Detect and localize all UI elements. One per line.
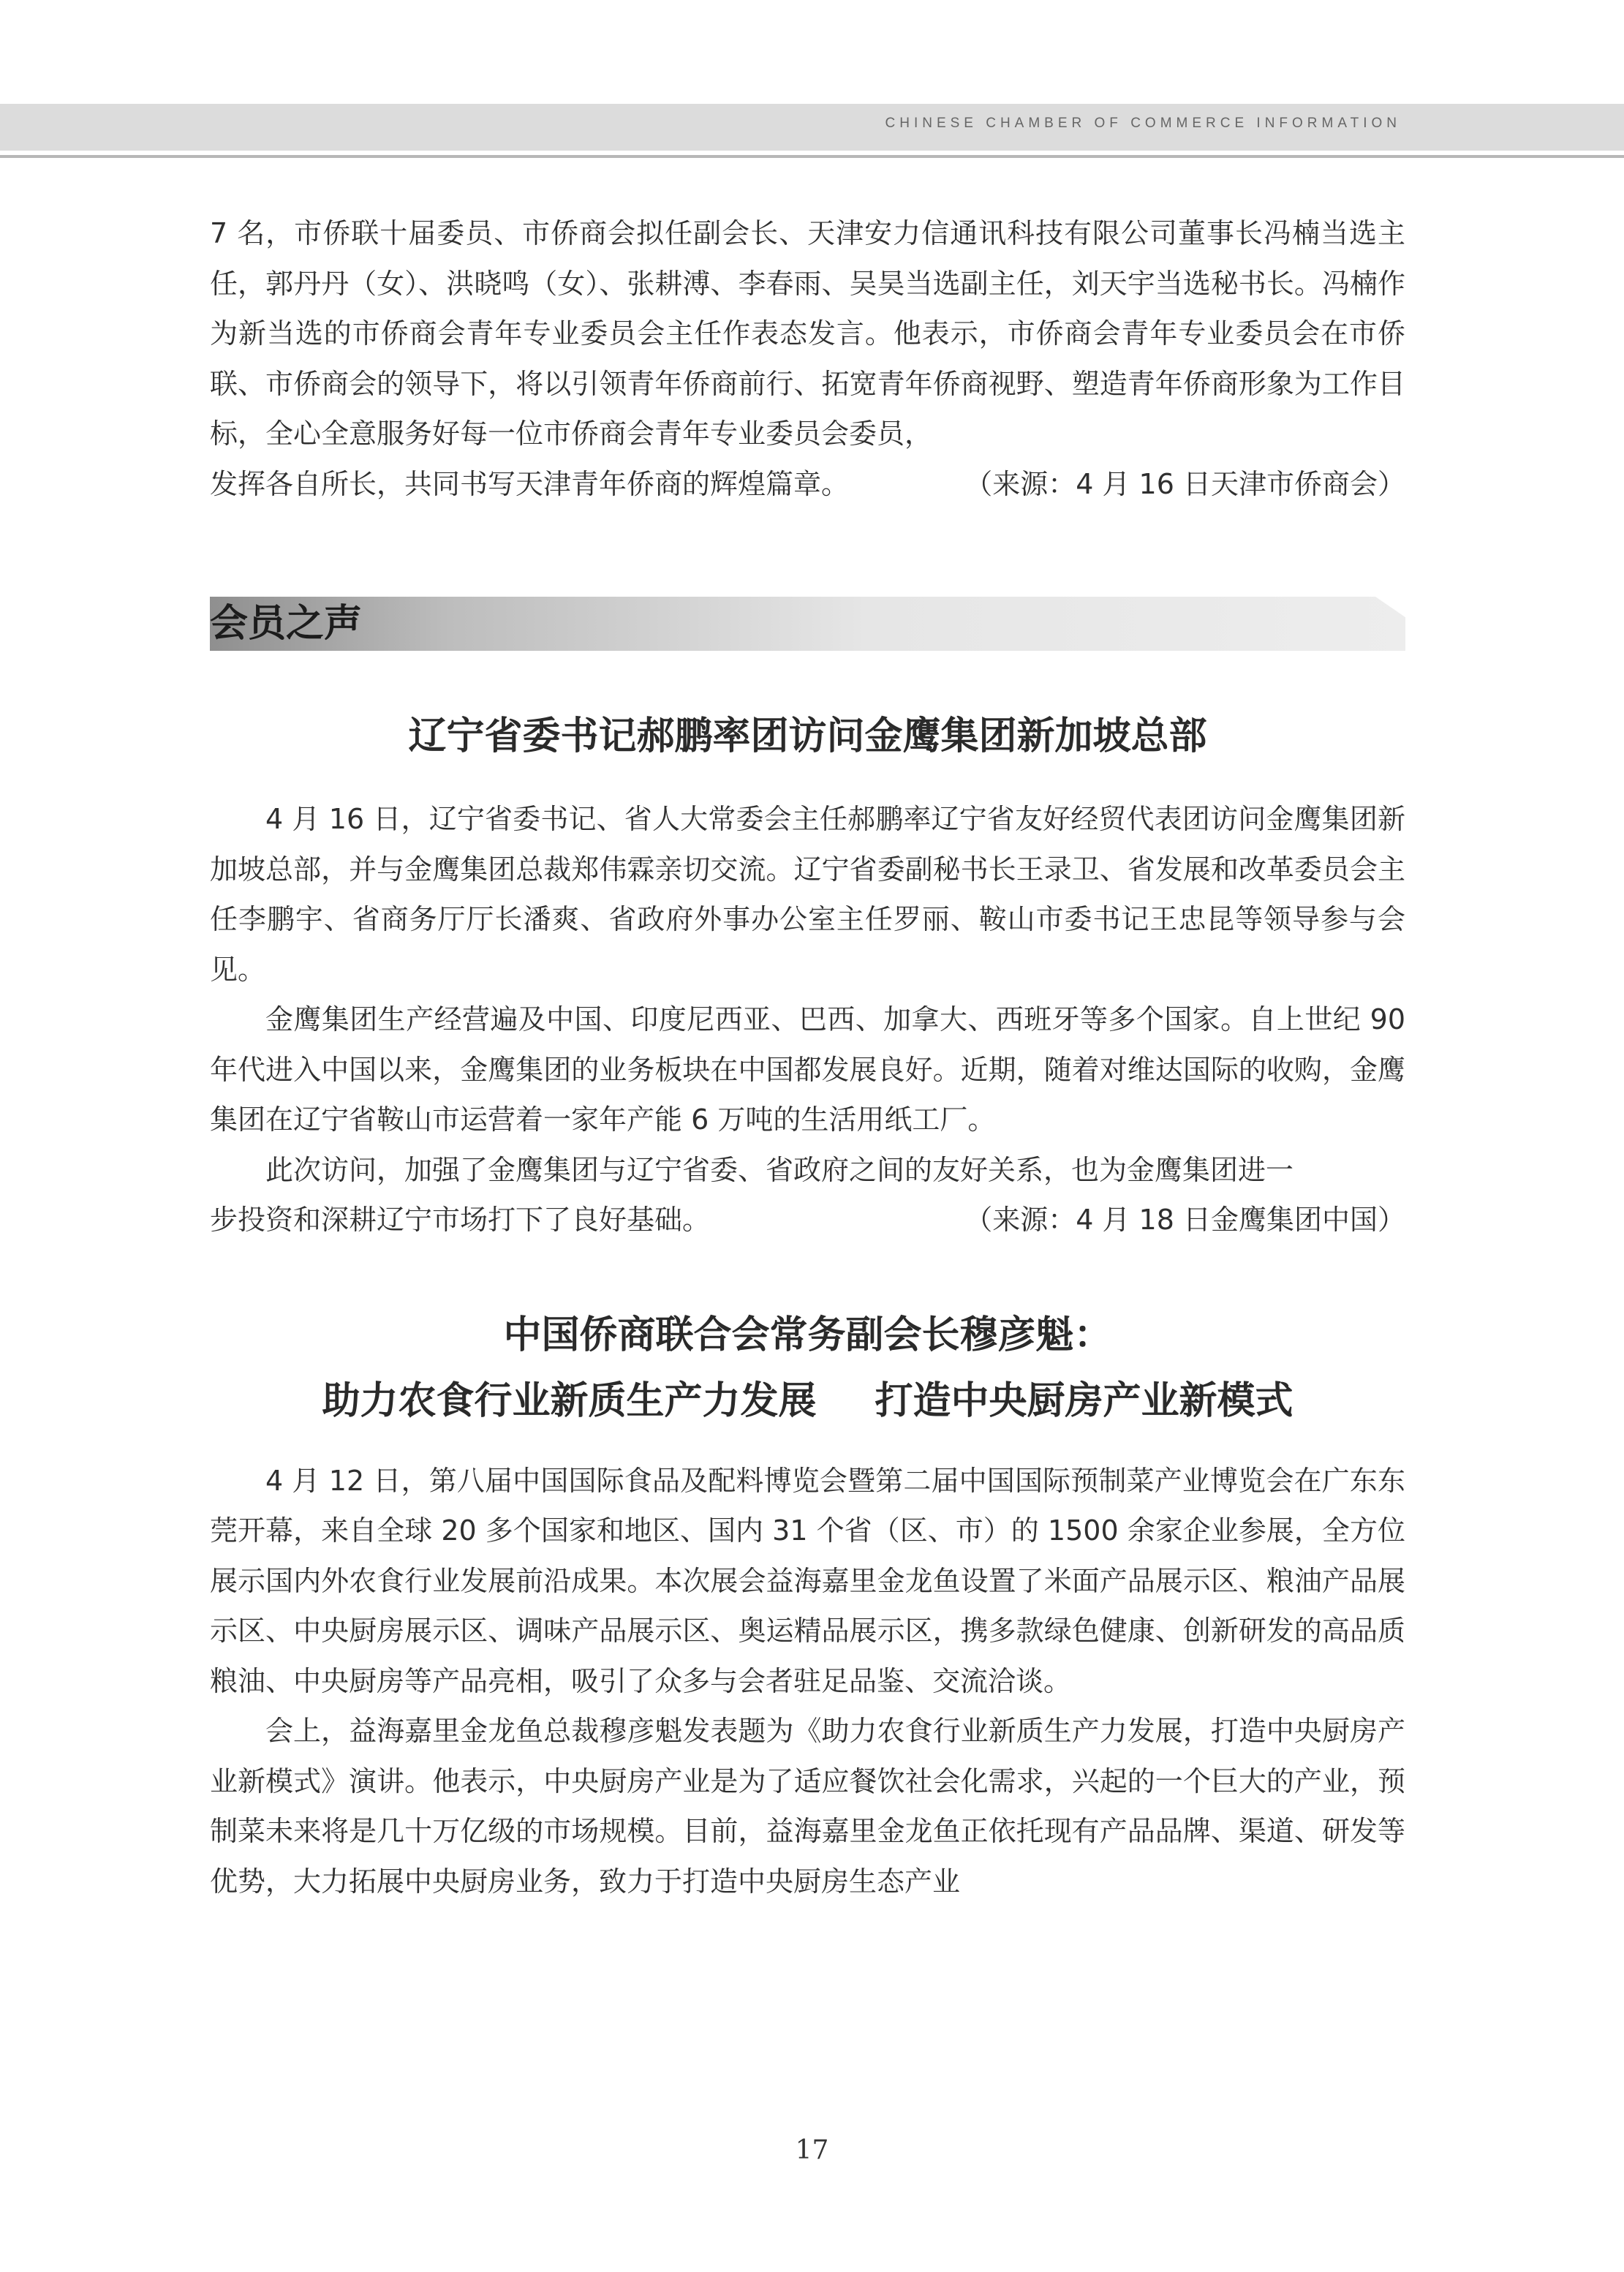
intro-last-line: 发挥各自所长，共同书写天津青年侨商的辉煌篇章。 — [210, 467, 850, 500]
section-header-background — [210, 597, 1405, 651]
intro-paragraph: 7 名，市侨联十届委员、市侨商会拟任副会长、天津安力信通讯科技有限公司董事长冯楠当选主任，郭丹丹（女）、洪晓鸣（女）、张耕溥、李春雨、吴昊当选副主任，刘天宇当选秘书长。冯楠作为新当选的市侨商会青年专业委员会主任作表态发言。他表示，市侨商会青年专业委员会在市侨联、市侨商会的领导下，将以引领青年侨商前行、拓宽青年侨商视野、塑造青年侨商形象为工作目标，全心全意服务好每一位市侨商会青年专业委员会委员， — [210, 217, 1405, 450]
article1-last-line: 步投资和深耕辽宁市场打下了良好基础。 — [210, 1204, 711, 1236]
intro-source: （来源：4 月 16 日天津市侨商会） — [964, 467, 1405, 500]
article1-source-line — [210, 1195, 1405, 1245]
section-header — [210, 597, 1405, 651]
section-title: 会员之声 — [210, 601, 363, 646]
article2-title-line-2a: 助力农食行业新质生产力发展 — [322, 1378, 817, 1423]
article1-source: （来源：4 月 18 日金鹰集团中国） — [964, 1204, 1405, 1236]
intro-source-line — [210, 459, 1405, 510]
page-number: 17 — [795, 2135, 829, 2165]
header-rule — [0, 155, 1624, 158]
article1-paragraph-1: 4 月 16 日，辽宁省委书记、省人大常委会主任郝鹏率辽宁省友好经贸代表团访问金鹰集团新加坡总部，并与金鹰集团总裁郑伟霖亲切交流。辽宁省委副秘书长王录卫、省发展和改革委员会主任李鹏宇、省商务厅厅长潘爽、省政府外事办公室主任罗丽、鞍山市委书记王忠昆等领导参与会见。 — [210, 803, 1405, 986]
article1-title: 辽宁省委书记郝鹏率团访问金鹰集团新加坡总部 — [408, 714, 1207, 758]
article2-title-line-2 — [210, 1368, 1405, 1434]
article2-title — [210, 1302, 1405, 1434]
article1-paragraph-3: 此次访问，加强了金鹰集团与辽宁省委、省政府之间的友好关系，也为金鹰集团进一 — [265, 1153, 1294, 1186]
header-banner-text: CHINESE CHAMBER OF COMMERCE INFORMATION — [885, 116, 1401, 131]
article1-paragraph-2: 金鹰集团生产经营遍及中国、印度尼西亚、巴西、加拿大、西班牙等多个国家。自上世纪 90 年代进入中国以来，金鹰集团的业务板块在中国都发展良好。近期，随着对维达国际的收购，金鹰集团在辽宁省鞍山市运营着一家年产能 6 万吨的生活用纸工厂。 — [210, 1003, 1405, 1136]
article2-title-line-2b: 打造中央厨房产业新模式 — [875, 1378, 1293, 1423]
article2-title-line-1: 中国侨商联合会常务副会长穆彦魁： — [503, 1313, 1112, 1357]
article2-paragraph-2: 会上，益海嘉里金龙鱼总裁穆彦魁发表题为《助力农食行业新质生产力发展，打造中央厨房产业新模式》演讲。他表示，中央厨房产业是为了适应餐饮社会化需求，兴起的一个巨大的产业，预制菜未来将是几十万亿级的市场规模。目前，益海嘉里金龙鱼正依托现有产品品牌、渠道、研发等优势，大力拓展中央厨房业务，致力于打造中央厨房生态产业 — [210, 1715, 1405, 1898]
article2-paragraph-1: 4 月 12 日，第八届中国国际食品及配料博览会暨第二届中国国际预制菜产业博览会在广东东莞开幕，来自全球 20 多个国家和地区、国内 31 个省（区、市）的 1500 余家企业参展，全方位展示国内外农食行业发展前沿成果。本次展会益海嘉里金龙鱼设置了米面产品展示区、粮油产品展示区、中央厨房展示区、调味产品展示区、奥运精品展示区，携多款绿色健康、创新研发的高品质粮油、中央厨房等产品亮相，吸引了众多与会者驻足品鉴、交流洽谈。 — [210, 1464, 1405, 1697]
page-content — [210, 208, 1405, 1906]
